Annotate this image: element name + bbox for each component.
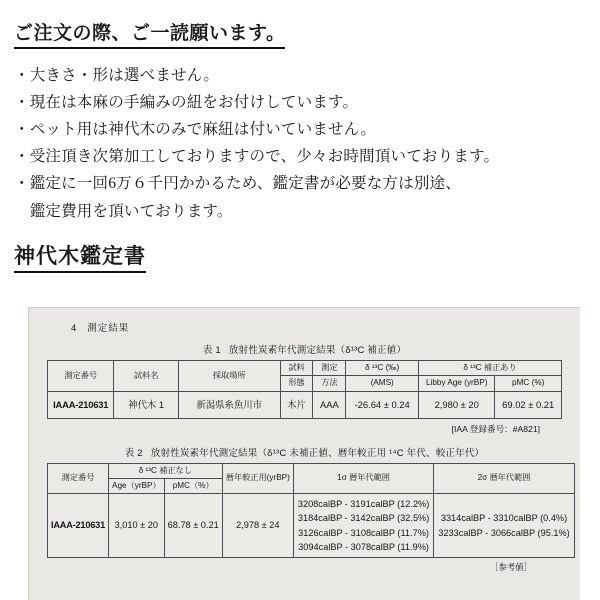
table2-caption-text: 放射性炭素年代測定結果（δ¹³C 未補正値、暦年較正用 ¹⁴C 年代、較正年代） [150, 447, 485, 459]
range-line: 3208calBP - 3191calBP (12.2%) [297, 499, 430, 509]
cell-material: 木片 [280, 391, 313, 418]
col-header-method-bottom: 方法 [313, 376, 346, 391]
table1-caption-text: 放射性炭素年代測定結果（δ¹³C 補正値） [228, 345, 407, 356]
col-header-calib-age: 暦年較正用(yrBP) [222, 463, 293, 494]
col-header-method-top: 測定 [313, 361, 346, 376]
notice-list [14, 63, 586, 224]
cell-site: 新潟県糸魚川市 [178, 391, 280, 418]
table-row [48, 361, 562, 376]
cell-sample-no: IAAA-210631 [48, 391, 114, 418]
col-header-material-bottom: 形態 [280, 376, 313, 391]
cell-sample-name: 神代木 1 [114, 391, 178, 418]
cell-sample-no: IAAA-210631 [48, 494, 109, 558]
col-header-d13c-top: δ ¹³C (‰) [346, 361, 419, 376]
col-header-sample-no: 測定番号 [48, 463, 109, 494]
cell-method: AAA [313, 391, 346, 418]
section-heading [71, 320, 562, 334]
col-header-sample-no: 測定番号 [48, 361, 114, 392]
table-row [48, 463, 575, 478]
cell-range-2sigma [434, 494, 574, 558]
notice-item: ・大きさ・形は選べません。 [14, 67, 220, 84]
col-header-d13c-bottom: (AMS) [346, 376, 419, 391]
notice-item: ・受注頂き次第加工しておりますので、少々お時間頂いております。 [14, 148, 500, 166]
cell-pmc: 69.02 ± 0.21 [495, 391, 562, 418]
col-header-site: 採取場所 [178, 361, 280, 392]
table1-caption-name: 表 1 [202, 345, 221, 356]
col-header-sample-name: 試料名 [114, 361, 178, 392]
table-radiocarbon-uncorrected [47, 463, 575, 559]
cell-range-1sigma [293, 494, 433, 558]
order-notice-section [0, 0, 600, 224]
notice-item: 鑑定費用を頂いております。 [14, 202, 233, 220]
col-header-range-1sigma: 1σ 暦年代範囲 [293, 463, 433, 494]
col-header-age: Age（yrBP） [108, 478, 164, 493]
range-line: 3094calBP - 3078calBP (11.9%) [298, 541, 429, 552]
table-row [48, 494, 575, 558]
range-line: 3184calBP - 3142calBP (32.5%) [297, 513, 430, 524]
range-line: 3233calBP - 3066calBP (95.1%) [438, 527, 570, 538]
table1-caption [47, 342, 562, 356]
range-line: 3314calBP - 3310calBP (0.4%) [440, 513, 568, 524]
section-label: 測定結果 [87, 323, 130, 334]
notice-item: ・鑑定に一回6万６千円かかるため、鑑定書が必要な方は別途、 [14, 175, 461, 193]
col-header-material-top: 試料 [280, 361, 313, 376]
scanned-certificate-image [28, 307, 580, 600]
table2-caption-name: 表 2 [124, 447, 143, 459]
col-header-range-2sigma: 2σ 暦年代範囲 [434, 463, 574, 494]
cell-calib-age: 2,978 ± 24 [222, 494, 293, 558]
col-header-corrected-group: δ ¹³C 補正あり [419, 361, 562, 376]
col-header-uncorrected-group: δ ¹³C 補正なし [108, 463, 222, 478]
notice-title: ご注文の際、ご一読願います。 [14, 18, 285, 49]
cell-age: 3,010 ± 20 [108, 494, 164, 558]
cell-pmc: 68.78 ± 0.21 [164, 494, 222, 558]
reference-note: ［参考値］ [490, 562, 532, 572]
notice-item: ・現在は本麻の手編みの紐をお付けしています。 [14, 94, 359, 112]
table2-block [47, 445, 570, 574]
col-header-pmc: pMC (%) [495, 376, 562, 391]
range-line: 3126calBP - 3108calBP (11.7%) [298, 527, 429, 538]
certificate-heading: 神代木鑑定書 [14, 240, 146, 273]
section-number: 4 [71, 323, 78, 334]
registration-note: [IAA 登録番号：#A821] [451, 423, 540, 434]
table2-caption [47, 445, 562, 459]
cell-d13c: -26.64 ± 0.24 [346, 391, 419, 418]
col-header-libby-age: Libby Age (yrBP) [419, 376, 495, 391]
table-row [48, 391, 562, 418]
notice-item: ・ペット用は神代木のみで麻紐は付いていません。 [14, 121, 377, 139]
col-header-pmc: pMC（%） [164, 478, 222, 493]
cell-libby-age: 2,980 ± 20 [419, 391, 495, 418]
table-radiocarbon-corrected [47, 360, 562, 419]
